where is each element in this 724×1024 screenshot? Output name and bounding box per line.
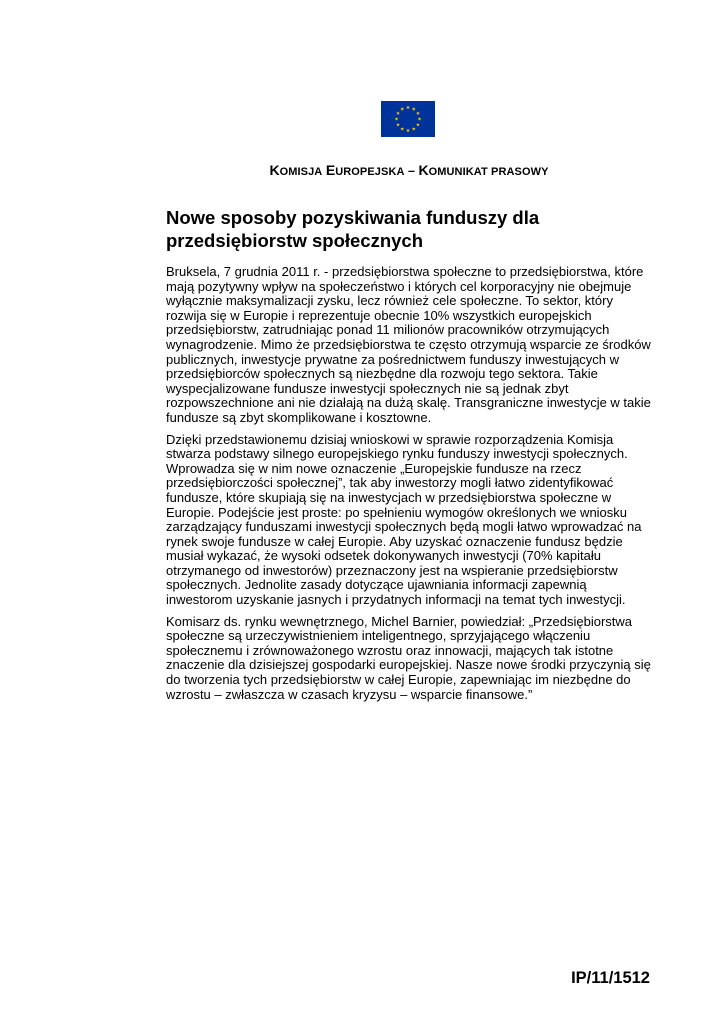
press-release-header [0, 162, 724, 178]
body-paragraph: Komisarz ds. rynku wewnętrznego, Michel Barnier, powiedział: „Przedsiębiorstwa społeczne są urzeczywistnieniem inteligentnego, sprzyjającego włączeniu społecznemu i zrównoważonego wzrostu oraz innowacji, mających tak istotne znaczenie dla dzisiejszej gospodarki europejskiej. Nasze nowe środki przyczynią się do tworzenia tych przedsiębiorstw w całej Europie, zapewniając im niezbędne do wzrostu – zwłaszcza w czasach kryzysu – wsparcie finansowe.” [166, 613, 651, 702]
header-initial: K [269, 162, 280, 178]
header-text: UROPEJSKA [335, 166, 405, 178]
press-release-body [166, 265, 654, 709]
body-paragraph: Dzięki przedstawionemu dzisiaj wnioskowi w sprawie rozporządzenia Komisja stwarza podstawy silnego europejskiego rynku funduszy inwestycji społecznych. Wprowadza się w nim nowe oznaczenie „Europejskie fundusze na rzecz przedsiębiorczości społecznej”, tak aby inwestorzy mogli łatwo zidentyfikować fundusze, które skupiają się na inwestycjach w przedsiębiorstwa społeczne w Europie. Podejście jest proste: po spełnieniu wymogów określonych we wniosku zarządzający funduszami inwestycji społecznych będą mogli łatwo wprowadzać na rynek swoje fundusze w całej Europie. Aby uzyskać oznaczenie fundusz będzie musiał wykazać, że wysoki odsetek dokonywanych inwestycji (70% kapitału otrzymanego od inwestorów) przeznaczony jest na wspieranie przedsiębiorstw społecznych. Jednolite zasady dotyczące ujawniania informacji zapewnią inwestorom uzyskanie jasnych i przydatnych informacji na temat tych inwestycji. [166, 431, 642, 608]
header-initial: K [418, 162, 429, 178]
body-paragraph: Bruksela, 7 grudnia 2011 r. - przedsiębiorstwa społeczne to przedsiębiorstwa, które mają pozytywny wpływ na społeczeństwo i których cel korporacyjny nie obejmuje wyłącznie maksymalizacji zysku, lecz również cele społeczne. To sektor, który rozwija się w Europie i reprezentuje obecnie 10% wszystkich europejskich przedsiębiorstw, zatrudniając ponad 11 milionów pracowników otrzymujących wynagrodzenie. Mimo że przedsiębiorstwa te często otrzymują wsparcie ze środków publicznych, inwestycje prywatne za pośrednictwem funduszy inwestujących w przedsiębiorców społecznych są niezbędne dla rozwoju tego sektora. Takie wyspecjalizowane fundusze inwestycji społecznych nie są jednak zbyt rozpowszechnione ani nie działają na dużą skalę. Transgraniczne inwestycje w takie fundusze są zbyt skomplikowane i kosztowne. [166, 264, 651, 425]
press-release-title: Nowe sposoby pozyskiwania funduszy dla przedsiębiorstw społecznych [166, 207, 540, 251]
header-initial: E [325, 162, 336, 178]
header-separator: – [404, 164, 419, 178]
header-text: OMUNIKAT PRASOWY [428, 166, 549, 178]
eu-flag-icon [381, 101, 435, 137]
header-text: OMISJA [279, 166, 323, 178]
press-release-reference: IP/11/1512 [571, 969, 650, 987]
